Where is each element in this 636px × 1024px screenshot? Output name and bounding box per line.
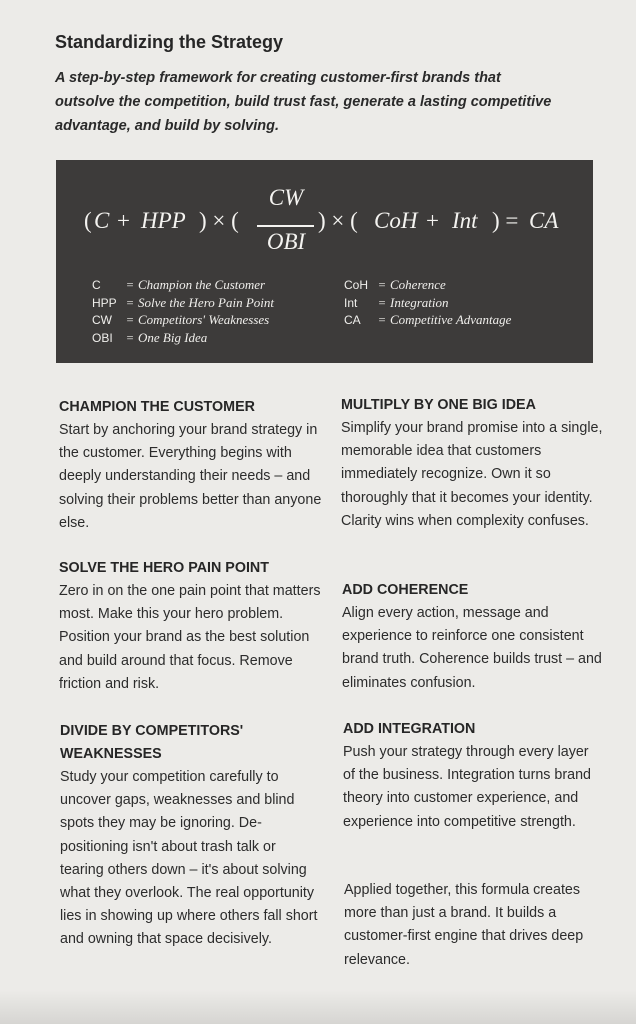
legend-abbr: HPP (92, 295, 117, 310)
legend-equals: = (126, 313, 134, 327)
section-closing (344, 879, 594, 972)
formula-term-hpp: HPP (141, 208, 186, 233)
legend-definition: Champion the Customer (138, 277, 266, 292)
legend-definition: Solve the Hero Pain Point (138, 294, 274, 310)
formula-times-open: ) × ( (199, 208, 239, 233)
fraction-bar (257, 225, 314, 227)
formula-term-coh: CoH (374, 208, 418, 233)
formula-numerator: CW (268, 185, 304, 210)
formula-plus-2: + (426, 208, 439, 233)
legend-equals: = (126, 295, 134, 310)
legend-row (92, 276, 274, 294)
section-one-big-idea (341, 394, 606, 533)
legend-row (92, 294, 274, 312)
section-coherence (342, 579, 604, 695)
section-integration (343, 718, 593, 834)
legend-abbr: C (92, 278, 101, 292)
legend-row (344, 294, 511, 312)
legend-definition: Competitors' Weaknesses (138, 312, 270, 327)
formula-term-int: Int (452, 208, 478, 233)
section-heading: ADD COHERENCE (342, 582, 469, 598)
legend-equals: = (126, 278, 134, 292)
legend-abbr: CA (344, 313, 361, 327)
section-body: Zero in on the one pain point that matters most. Make this your hero problem. Position your brand as the best solution and build around that focus. Remove friction and risk. (59, 583, 321, 692)
formula-close-eq: ) = (492, 208, 519, 233)
formula-term-c: C (94, 208, 110, 233)
formula-denominator: OBI (266, 229, 306, 254)
section-body: Study your competition carefully to uncover gaps, weaknesses and blind spots they may be ignoring. De-positioning isn't about trash talk or tearing others down – it's about solving what they overlook. The real opportunity lies in showing up where others fall short and owning that space decisively. (60, 769, 318, 948)
section-body: Align every action, message and experience to reinforce one consistent brand truth. Coherence builds trust – and eliminates confusion. (342, 605, 602, 691)
page-bottom-shadow (0, 990, 636, 1024)
formula-equation (56, 180, 593, 270)
formula-open-paren: ( (84, 208, 92, 233)
section-body: Simplify your brand promise into a single, memorable idea that customers immediately recognize. Own it so thoroughly that it becomes your identity. Clarity wins when complexity confuses. (341, 420, 603, 529)
legend-abbr: CW (92, 313, 112, 327)
section-heading: SOLVE THE HERO PAIN POINT (59, 560, 269, 576)
legend-abbr: Int (344, 295, 358, 310)
legend-equals: = (378, 295, 386, 310)
formula-times-open-2: ) × ( (318, 208, 358, 233)
formula-plus-1: + (117, 208, 130, 233)
legend-equals: = (378, 313, 386, 327)
legend-definition: Competitive Advantage (390, 312, 512, 327)
legend-equals: = (126, 330, 134, 345)
legend-abbr: OBI (92, 330, 113, 345)
page-title: Standardizing the Strategy (55, 32, 284, 52)
legend-definition: Coherence (390, 277, 446, 292)
legend-definition: Integration (390, 294, 449, 310)
formula-legend-right (344, 276, 511, 329)
section-hero-pain-point (59, 557, 324, 696)
page-subtitle: A step-by-step framework for creating customer-first brands that outsolve the competition, build trust fast, generate a lasting competitive advantage, and build by solving. (55, 70, 552, 134)
section-body: Start by anchoring your brand strategy in the customer. Everything begins with deeply understanding their needs – and solving their problems better than anyone else. (59, 422, 322, 531)
section-body: Push your strategy through every layer of the business. Integration turns brand theory into customer experience, and experience into competitive strength. (343, 744, 591, 830)
section-heading: MULTIPLY BY ONE BIG IDEA (341, 397, 536, 413)
section-heading: DIVIDE BY COMPETITORS' WEAKNESSES (60, 723, 244, 762)
section-champion (59, 396, 324, 535)
legend-row (92, 329, 274, 347)
closing-paragraph: Applied together, this formula creates more than just a brand. It builds a customer-first engine that drives deep relevance. (344, 882, 584, 968)
section-heading: CHAMPION THE CUSTOMER (59, 399, 255, 415)
legend-row (92, 311, 274, 329)
section-divide-weaknesses (60, 720, 320, 952)
legend-equals: = (378, 278, 386, 292)
formula-box (56, 160, 593, 363)
legend-abbr: CoH (344, 278, 369, 292)
formula-term-ca: CA (529, 208, 559, 233)
legend-row (344, 276, 511, 294)
legend-definition: One Big Idea (138, 329, 208, 345)
section-heading: ADD INTEGRATION (343, 721, 476, 737)
formula-legend-left (92, 276, 274, 346)
legend-row (344, 311, 511, 329)
